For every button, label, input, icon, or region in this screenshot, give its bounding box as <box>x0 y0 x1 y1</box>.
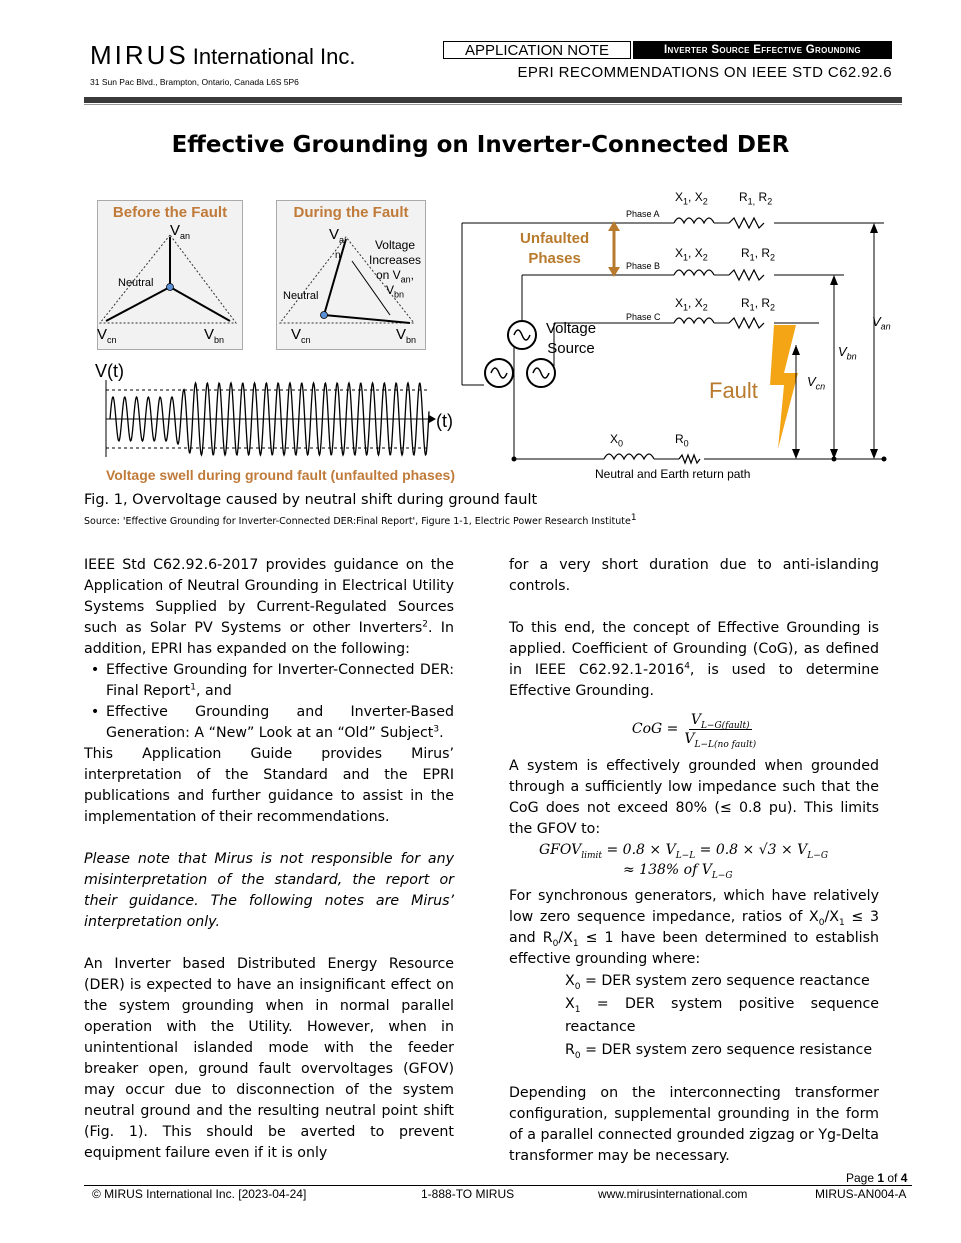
der-paragraph: An Inverter based Distributed Energy Resource (DER) is expected to have an insignificant effect on the system grounding when in normal parallel operation with the Utility. However, when in unintentional islanded mode with the feeder breaker open, ground fault overvoltages (GFOV) may occur due to disconnection of the system neutral ground and the resulting neutral point shift (Fig. 1). This should be averted to prevent equipment failure even if it is only <box>84 956 454 1161</box>
synchronous-paragraph: For synchronous generators, which have relatively low zero sequence impedance, ratios of $X_0/X_1 \le 3$ and $R_0/X_1 \le 1$ have been determined to establish effective grounding where: <box>509 888 879 967</box>
effective-grounding-paragraph: A system is effectively grounded when grounded through a sufficiently low impedance such that the CoG does not exceed 80% (≤ 0.8 pu). This limits the GFOV to: <box>509 758 879 837</box>
list-item: $X_1$ = DER system positive sequence reactance <box>565 996 879 1035</box>
list-item: • Effective Grounding for Inverter-Connected DER: Final Report$^1$, and <box>90 662 454 699</box>
vcn-label-before: $V_{cn}$ <box>97 326 117 345</box>
fault-lightning-icon <box>770 325 798 449</box>
vcn-label-during: $V_{cn}$ <box>291 326 311 345</box>
vcn-right-label: $V_{cn}$ <box>807 374 826 392</box>
voltage-waveform <box>110 383 429 455</box>
logo-brand: MIRUS <box>90 40 189 70</box>
list-item: $R_0$ = DER system zero sequence resistance <box>565 1042 873 1061</box>
cog-intro-paragraph: To this end, the concept of Effective Grounding is applied. Coefficient of Grounding (CoG), as defined in IEEE C62.92.1-2016$^4$, is used to determine Effective Grounding. <box>509 620 879 699</box>
page-title: Effective Grounding on Inverter-Connected DER <box>171 132 790 158</box>
fault-label: Fault <box>709 378 758 403</box>
list-item: $X_0$ = DER system zero sequence reactance <box>565 973 870 992</box>
transformer-paragraph: Depending on the interconnecting transformer configuration, supplemental grounding in the form of a parallel connected grounded zigzag or Yg-Delta transformer may be necessary. <box>509 1085 879 1164</box>
header-subtitle: EPRI RECOMMENDATIONS ON IEEE STD C62.92.6 <box>517 64 892 81</box>
header-rule-thin <box>84 104 902 105</box>
t-axis-label: (t) <box>436 411 453 431</box>
left-column <box>84 555 454 1164</box>
voltage-source-label: Voltage Source <box>546 320 597 357</box>
logo-suffix: International Inc. <box>192 44 356 69</box>
n-label: n <box>335 250 341 261</box>
continuation-paragraph: for a very short duration due to anti-islanding controls. <box>509 557 879 594</box>
figure-source: Source: 'Effective Grounding for Inverter-Connected DER:Final Report', Figure 1-1, Electric Power Research Institute$^1$ <box>84 512 637 527</box>
footer-phone: 1-888-TO MIRUS <box>421 1187 515 1201</box>
company-logo <box>90 40 355 71</box>
company-address: 31 Sun Pac Blvd., Brampton, Ontario, Canada L6S 5P6 <box>90 77 299 87</box>
list-item: • Effective Grounding and Inverter-Based Generation: A “New” Look at an “Old” Subject$^3$. <box>90 704 454 741</box>
intro-paragraph: IEEE Std C62.92.6-2017 provides guidance on the Application of Neutral Grounding in Electrical Utility Systems Supplied by Current-Regulated Sources such as Solar PV Systems or other Inverters$^2$. In addition, EPRI has expanded on the following: <box>84 557 454 657</box>
vbn-label-before: $V_{bn}$ <box>204 326 225 345</box>
footer-rule <box>84 1185 912 1186</box>
return-path-label: Neutral and Earth return path <box>595 467 751 481</box>
cog-formula: CoG = $V_{L-G(fault)}$ $V_{L-L(no fault)}$ <box>631 711 757 750</box>
phase-a-label: Phase A <box>626 209 660 219</box>
right-column <box>509 555 879 1167</box>
header-rule <box>84 97 902 103</box>
voltage-increases-note: Voltage Increases on $V_{an}$, $V_{bn}$ <box>368 238 422 300</box>
x1x2-label-a: $X_1$, $X_2$ <box>675 190 708 207</box>
definitions-list <box>565 970 879 1062</box>
footer-doc-id: MIRUS-AN004-A <box>815 1187 907 1201</box>
phase-b-label: Phase B <box>626 261 661 271</box>
va-label: $V_a$ <box>329 226 345 245</box>
r0-label: $R_0$ <box>675 432 689 449</box>
page-number: Page 1 of 4 <box>846 1171 908 1185</box>
unfaulted-phases-label: Unfaulted Phases <box>520 230 590 267</box>
vbn-label-during: $V_{bn}$ <box>396 326 417 345</box>
swell-caption: Voltage swell during ground fault (unfaulted phases) <box>106 467 455 483</box>
r1r2-label-c: $R_1$, $R_2$ <box>741 296 776 313</box>
vbn-right-label: $V_{bn}$ <box>838 344 857 362</box>
x1x2-label-b: $X_1$, $X_2$ <box>675 246 708 263</box>
neutral-label-during: Neutral <box>283 290 319 302</box>
disclaimer-paragraph: Please note that Mirus is not responsible for any misinterpretation of the standard, the report or their guidance. The following notes are Mirus’ interpretation only. <box>84 851 454 930</box>
guide-paragraph: This Application Guide provides Mirus’ interpretation of the Standard and the EPRI publications and further guidance to assist in the implementation of their recommendations. <box>84 746 454 825</box>
figure-caption: Fig. 1, Overvoltage caused by neutral shift during ground fault <box>84 492 538 508</box>
topic-label: Inverter Source Effective Grounding <box>633 41 892 59</box>
r1r2-label-a: $R_{1,}$ $R_2$ <box>739 190 773 207</box>
before-fault-title: Before the Fault <box>112 204 228 221</box>
app-note-label: APPLICATION NOTE <box>443 41 631 59</box>
van-label: $V_{an}$ <box>170 222 191 241</box>
r1r2-label-b: $R_1$, $R_2$ <box>741 246 776 263</box>
vt-axis-label: V(t) <box>95 361 124 381</box>
x1x2-label-c: $X_1$, $X_2$ <box>675 296 708 313</box>
gfov-formula: $GFOV_{limit} = 0.8 \times V_{L-L} = 0.8 \times √3 \times V_{L-G}$ ≈ 138% of $V_{L-G}$ <box>539 842 829 881</box>
van-right-label: $V_{an}$ <box>872 314 891 332</box>
footer-website[interactable]: www.mirusinternational.com <box>598 1187 748 1201</box>
phase-c-label: Phase C <box>626 312 661 322</box>
footer-copyright: © MIRUS International Inc. [2023-04-24] <box>92 1187 307 1201</box>
during-fault-title: During the Fault <box>293 204 409 221</box>
neutral-label-before: Neutral <box>118 277 154 289</box>
x0-label: $X_0$ <box>610 432 624 449</box>
